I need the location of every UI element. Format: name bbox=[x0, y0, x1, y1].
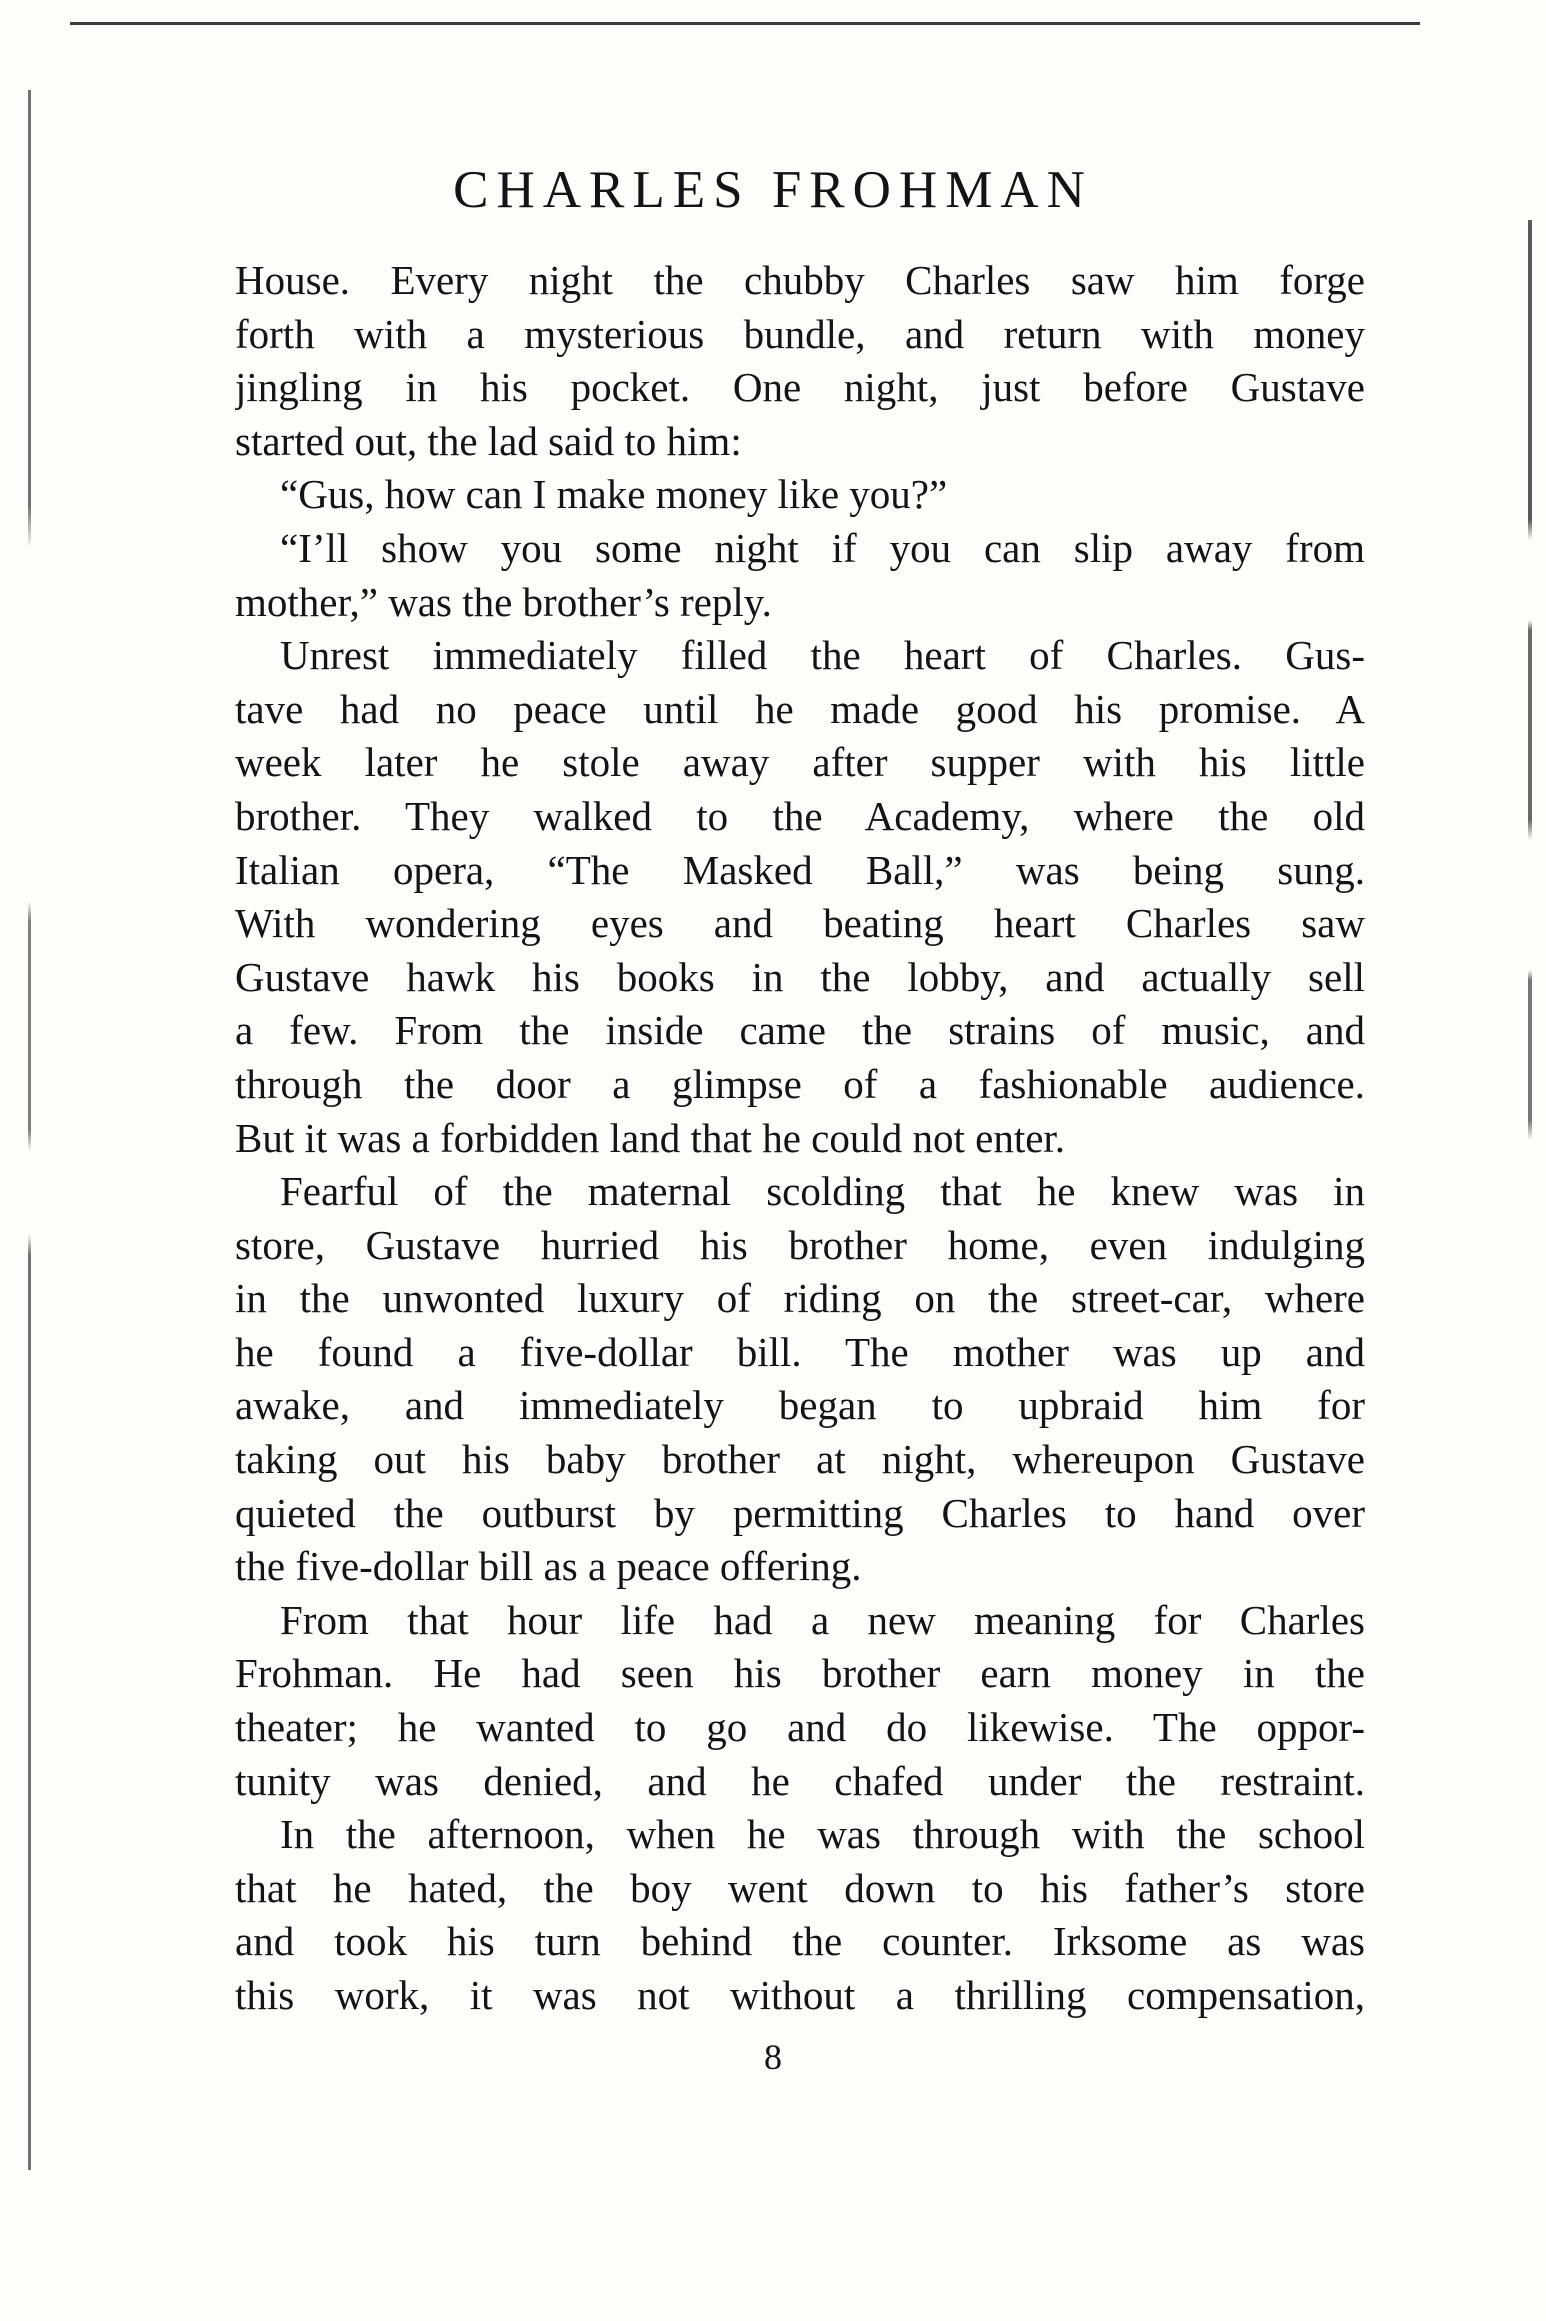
text-line: he found a five-dollar bill. The mother was up and bbox=[235, 1328, 1365, 1375]
text-line: “I’ll show you some night if you can slip away from bbox=[280, 524, 1365, 571]
text-line: that he hated, the boy went down to his father’s store bbox=[235, 1864, 1365, 1911]
text-line: Gustave hawk his books in the lobby, and actually sell bbox=[235, 953, 1365, 1000]
text-line: brother. They walked to the Academy, where the old bbox=[235, 792, 1365, 839]
text-line: With wondering eyes and beating heart Charles saw bbox=[235, 900, 1365, 947]
binding-edge-right bbox=[1528, 220, 1532, 1220]
text-line: quieted the outburst by permitting Charles to hand over bbox=[235, 1489, 1365, 1536]
text-line: taking out his baby brother at night, whereupon Gustave bbox=[235, 1436, 1365, 1483]
text-line: Unrest immediately filled the heart of Charles. Gus- bbox=[280, 632, 1365, 679]
paragraph bbox=[235, 629, 1365, 1165]
paragraph bbox=[235, 468, 1365, 522]
paragraph bbox=[235, 522, 1365, 629]
text-line: a few. From the inside came the strains of music, and bbox=[235, 1007, 1365, 1054]
text-line: theater; he wanted to go and do likewise. The oppor- bbox=[235, 1704, 1365, 1751]
text-line: started out, the lad said to him: bbox=[235, 417, 742, 464]
text-line: the five-dollar bill as a peace offering. bbox=[235, 1543, 862, 1590]
text-line: and took his turn behind the counter. Irksome as was bbox=[235, 1918, 1365, 1965]
text-line: jingling in his pocket. One night, just before Gustave bbox=[235, 364, 1365, 411]
paragraph bbox=[235, 1594, 1365, 1808]
body-text bbox=[235, 254, 1365, 2023]
text-line: mother,” was the brother’s reply. bbox=[235, 578, 772, 625]
page-number: 8 bbox=[764, 2037, 782, 2077]
text-line: Frohman. He had seen his brother earn money in the bbox=[235, 1650, 1365, 1697]
paragraph bbox=[235, 254, 1365, 468]
text-line: this work, it was not without a thrilling compensation, bbox=[235, 1972, 1365, 2018]
paragraph bbox=[235, 1808, 1365, 2022]
text-line: “Gus, how can I make money like you?” bbox=[280, 471, 948, 518]
text-line: week later he stole away after supper with his little bbox=[235, 739, 1365, 786]
text-line: Fearful of the maternal scolding that he knew was in bbox=[280, 1168, 1365, 1215]
text-line: through the door a glimpse of a fashionable audience. bbox=[235, 1060, 1365, 1107]
text-line: House. Every night the chubby Charles saw him forge bbox=[235, 257, 1365, 303]
text-line: store, Gustave hurried his brother home, even indulging bbox=[235, 1221, 1365, 1268]
text-line: In the afternoon, when he was through with the school bbox=[280, 1811, 1365, 1858]
text-line: forth with a mysterious bundle, and return with money bbox=[235, 310, 1365, 357]
text-line: Italian opera, “The Masked Ball,” was being sung. bbox=[235, 846, 1365, 893]
paragraph bbox=[235, 1165, 1365, 1594]
text-line: From that hour life had a new meaning for Charles bbox=[280, 1596, 1365, 1643]
top-rule bbox=[70, 22, 1420, 25]
text-line: tunity was denied, and he chafed under the restraint. bbox=[235, 1757, 1365, 1804]
text-line: But it was a forbidden land that he could not enter. bbox=[235, 1114, 1066, 1161]
binding-edge-left bbox=[28, 90, 31, 2170]
text-line: awake, and immediately began to upbraid him for bbox=[235, 1382, 1365, 1429]
text-line: in the unwonted luxury of riding on the street-car, where bbox=[235, 1275, 1365, 1322]
running-head: CHARLES FROHMAN bbox=[453, 161, 1093, 219]
text-line: tave had no peace until he made good his promise. A bbox=[235, 685, 1365, 732]
